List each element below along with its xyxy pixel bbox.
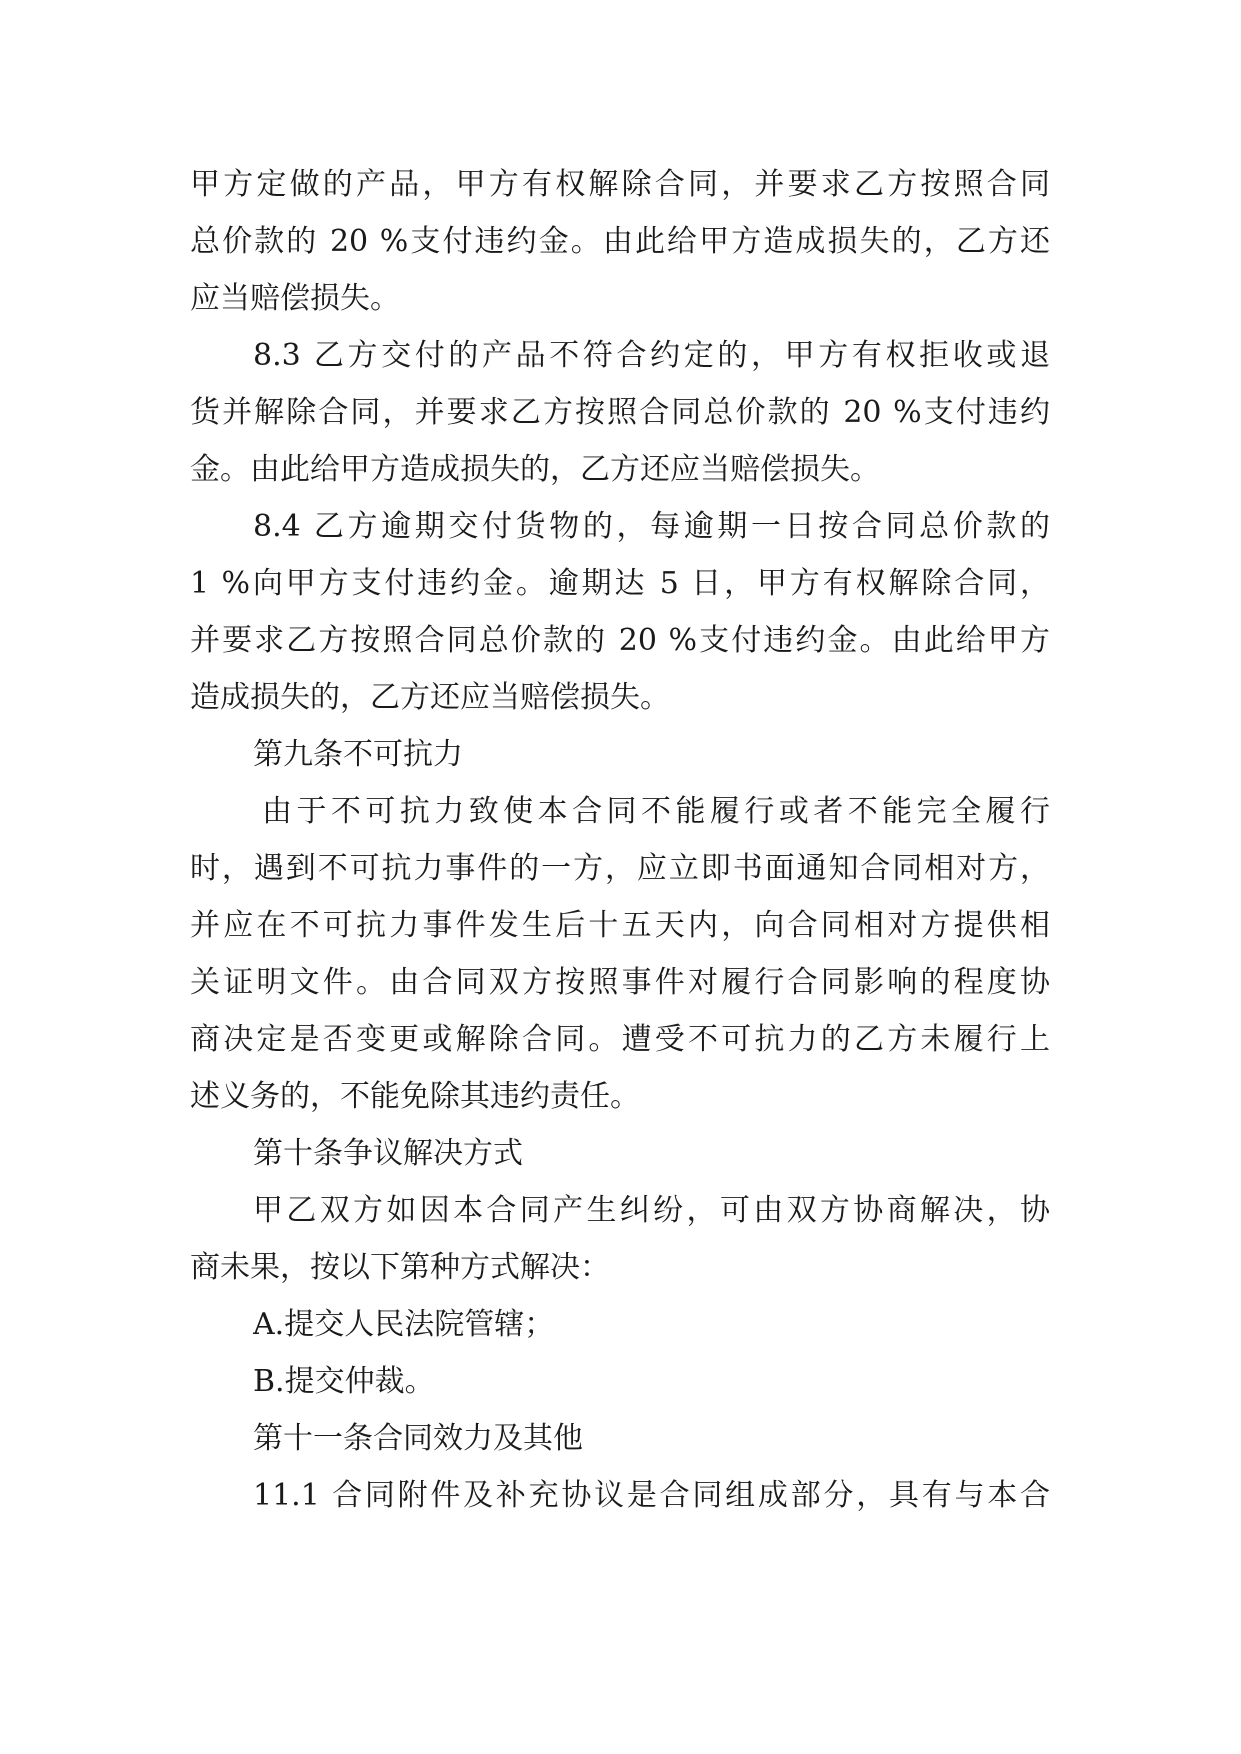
body-text-line: 商未果，按以下第种方式解决： <box>190 1250 610 1285</box>
body-text-line: 应当赔偿损失。 <box>190 281 400 316</box>
body-text-line: 时，遇到不可抗力事件的一方，应立即书面通知合同相对方， <box>190 851 1050 886</box>
option-a-text: A.提交人民法院管辖； <box>253 1307 555 1342</box>
clause-8-4-text: 8.4 乙方逾期交付货物的，每逾期一日按合同总价款的 <box>253 509 1050 544</box>
option-b-text: B.提交仲裁。 <box>253 1364 435 1399</box>
body-text-line: 总价款的 20 %支付违约金。由此给甲方造成损失的，乙方还 <box>190 224 1050 259</box>
section-heading-article-9: 第九条不可抗力 <box>253 737 463 772</box>
clause-11-1-text: 11.1 合同附件及补充协议是合同组成部分，具有与本合 <box>253 1478 1050 1513</box>
body-text-line: 货并解除合同，并要求乙方按照合同总价款的 20 %支付违约 <box>190 395 1050 430</box>
body-text-line: 述义务的，不能免除其违约责任。 <box>190 1079 640 1114</box>
section-heading-article-10: 第十条争议解决方式 <box>253 1136 523 1171</box>
body-text-line: 金。由此给甲方造成损失的，乙方还应当赔偿损失。 <box>190 452 880 487</box>
body-text-line: 造成损失的，乙方还应当赔偿损失。 <box>190 680 670 715</box>
section-heading-article-11: 第十一条合同效力及其他 <box>253 1421 583 1456</box>
body-text-line: 并要求乙方按照合同总价款的 20 %支付违约金。由此给甲方 <box>190 623 1050 658</box>
body-text-line: 1 %向甲方支付违约金。逾期达 5 日，甲方有权解除合同， <box>190 566 1050 601</box>
body-text-line: 由于不可抗力致使本合同不能履行或者不能完全履行 <box>262 794 1050 829</box>
body-text-line: 甲乙双方如因本合同产生纠纷，可由双方协商解决，协 <box>253 1193 1050 1228</box>
body-text-line: 关证明文件。由合同双方按照事件对履行合同影响的程度协 <box>190 965 1050 1000</box>
clause-8-3-text: 8.3 乙方交付的产品不符合约定的，甲方有权拒收或退 <box>253 338 1050 373</box>
body-text-line: 并应在不可抗力事件发生后十五天内，向合同相对方提供相 <box>190 908 1050 943</box>
body-text-line: 甲方定做的产品，甲方有权解除合同，并要求乙方按照合同 <box>190 167 1050 202</box>
body-text-line: 商决定是否变更或解除合同。遭受不可抗力的乙方未履行上 <box>190 1022 1050 1057</box>
